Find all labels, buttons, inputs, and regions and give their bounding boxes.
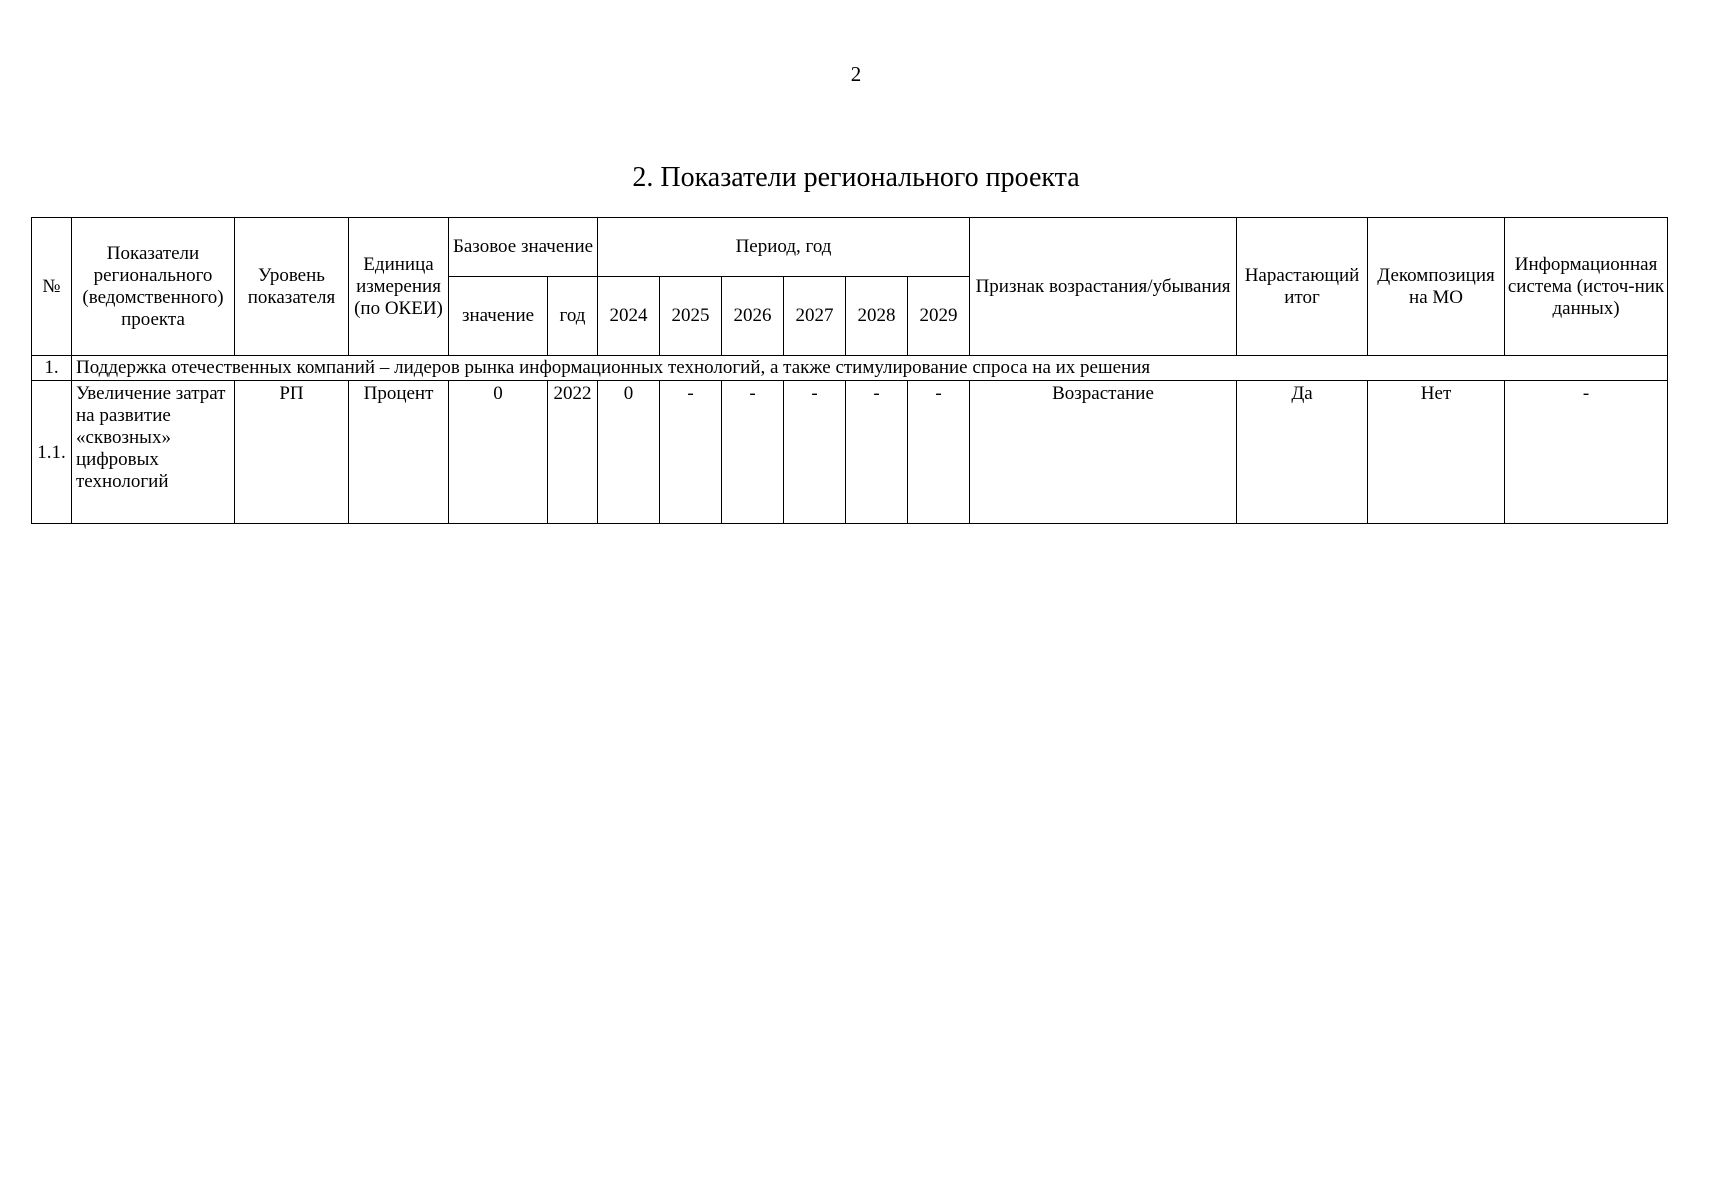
header-year-2026: 2026 (722, 277, 784, 356)
row-sign: Возрастание (970, 381, 1237, 524)
header-base: Базовое значение (449, 218, 598, 277)
header-cumulative: Нарастающий итог (1237, 218, 1368, 356)
section-num: 1. (32, 356, 72, 381)
row-indicator: Увеличение затрат на развитие «сквозных» цифровых технологий (72, 381, 235, 524)
row-level: РП (235, 381, 349, 524)
header-info-system: Информационная система (источ-ник данных) (1505, 218, 1668, 356)
row-value-2025: - (660, 381, 722, 524)
row-value-2026: - (722, 381, 784, 524)
row-unit: Процент (349, 381, 449, 524)
header-base-value: значение (449, 277, 548, 356)
header-sign: Признак возрастания/убывания (970, 218, 1237, 356)
section-text: Поддержка отечественных компаний – лидеров рынка информационных технологий, а также стимулирование спроса на их решения (72, 356, 1668, 381)
row-value-2029: - (908, 381, 970, 524)
header-indicator: Показатели регионального (ведомственного) проекта (72, 218, 235, 356)
row-value-2028: - (846, 381, 908, 524)
header-base-year: год (548, 277, 598, 356)
row-decomposition: Нет (1368, 381, 1505, 524)
section-row (32, 356, 1668, 381)
header-decomposition: Декомпозиция на МО (1368, 218, 1505, 356)
row-base-value: 0 (449, 381, 548, 524)
header-num: № (32, 218, 72, 356)
section-title: 2. Показатели регионального проекта (632, 162, 1080, 193)
row-value-2027: - (784, 381, 846, 524)
page-number: 2 (850, 62, 862, 86)
header-period: Период, год (598, 218, 970, 277)
header-unit: Единица измерения (по ОКЕИ) (349, 218, 449, 356)
header-year-2028: 2028 (846, 277, 908, 356)
header-year-2027: 2027 (784, 277, 846, 356)
indicators-table (31, 217, 1668, 524)
header-year-2024: 2024 (598, 277, 660, 356)
row-info-system: - (1505, 381, 1668, 524)
header-level: Уровень показателя (235, 218, 349, 356)
row-cumulative: Да (1237, 381, 1368, 524)
table-row (32, 381, 1668, 524)
row-value-2024: 0 (598, 381, 660, 524)
row-num: 1.1. (32, 381, 72, 524)
header-year-2029: 2029 (908, 277, 970, 356)
row-base-year: 2022 (548, 381, 598, 524)
header-year-2025: 2025 (660, 277, 722, 356)
